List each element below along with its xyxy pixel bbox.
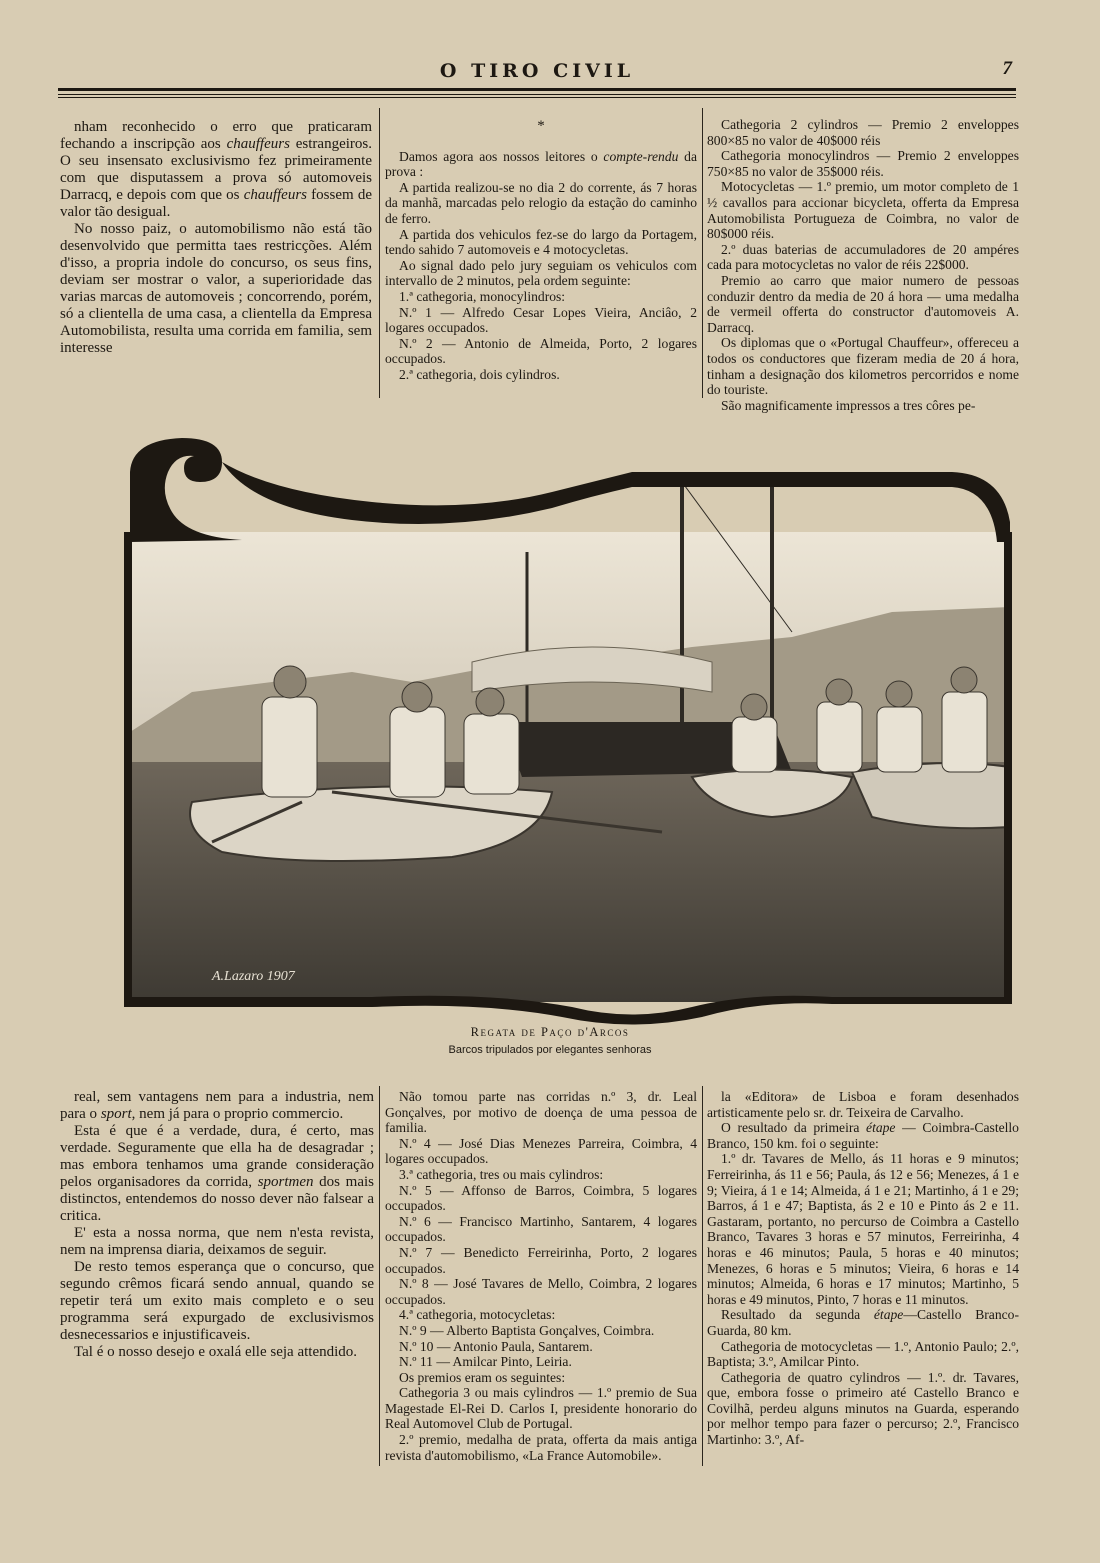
top-left-column	[60, 119, 372, 401]
header-rule-thin-2	[58, 97, 1016, 98]
top-right-column	[707, 117, 1019, 413]
paragraph: 1.º dr. Tavares de Mello, ás 11 horas e 9 minutos; Ferreirinha, ás 11 e 56; Paula, ás 12 e 56; Menezes, á 1 e 9; Vieira, á 1 e 14; Almeida, á 1 e 21; Martinho, á 1 e 29; Barros, á 1 e 47; Baptista, ás 2 e 10 e Pinto ás 2 e 11. Gastaram, portanto, no percurso de Coimbra a Castello Branco, Tavares 3 horas e 57 minutos, Ferreirinha, 4 horas e 46 minutos; Paula, 5 horas e 40 minutos; Menezes, 6 horas e 5 minutos; Vieira, 6 horas e 14 minutos; Almeida, 6 horas e 17 minutos; Martinho, 5 horas e 49 minutos, Pinto, 7 horas e 11 minutos.	[707, 1151, 1019, 1307]
regatta-photo	[72, 432, 1027, 1027]
header-rule-thin	[58, 94, 1016, 95]
masthead-title: O TIRO CIVIL	[439, 60, 635, 82]
top-middle-column	[385, 119, 697, 401]
section-separator: *	[537, 118, 545, 134]
paragraph: Os diplomas que o «Portugal Chauffeur», offereceu a todos os conductores que fizeram media de 20 á hora, tinham a designação dos kilometros percorridos e nome do touriste.	[707, 335, 1019, 398]
column-divider	[379, 108, 380, 398]
paragraph: N.º 5 — Affonso de Barros, Coimbra, 5 logares occupados.	[385, 1182, 697, 1214]
column-divider	[702, 108, 703, 398]
paragraph: 4.ª cathegoria, motocycletas:	[399, 1307, 556, 1323]
paragraph: Cathegoria de quatro cylindros — 1.º. dr. Tavares, que, embora fosse o primeiro até Castello Branco e Covilhã, perdeu alguns minutos na Guarda, esperando por melhor tempo para fazer o percurso; 2.º, Francisco Martinho: 3.º, Af-	[707, 1369, 1019, 1448]
bottom-right-column	[707, 1089, 1019, 1469]
photo-caption-title: Regata de Paço d'Arcos	[470, 1025, 630, 1039]
photo-caption-subtitle: Barcos tripulados por elegantes senhoras	[448, 1044, 652, 1056]
paragraph: Os premios eram os seguintes:	[399, 1369, 566, 1385]
paragraph: Esta é que é a verdade, dura, é certo, mas verdade. Seguramente que ella ha de desagradar ; mas embora tenhamos uma grande consideração pelos organisadores da corrida, sportmen dos mais distinctos, entendemos do nosso dever não falsear a critica.	[60, 1123, 375, 1224]
bottom-middle-column	[385, 1089, 697, 1469]
paragraph: N.º 8 — José Tavares de Mello, Coimbra, 2 logares occupados.	[385, 1276, 697, 1307]
paragraph: N.º 7 — Benedicto Ferreirinha, Porto, 2 logares occupados.	[385, 1244, 697, 1276]
paragraph: De resto temos esperança que o concurso, que segundo crêmos ficará sendo annual, quando se repetir terá um exito mais completo e o seu programma será expurgado de exclusivismos desnecessarios e injustificaveis.	[60, 1259, 374, 1343]
paragraph: A partida realizou-se no dia 2 do corrente, ás 7 horas da manhã, marcadas pelo relogio da estação do caminho de ferro.	[385, 179, 697, 226]
page-header	[58, 58, 1016, 102]
paragraph: Cathegoria 2 cylindros — Premio 2 enveloppes 800×85 no valor de 40$000 réis	[707, 117, 1019, 148]
paragraph: la «Editora» de Lisboa e foram desenhados artisticamente pelo sr. dr. Teixeira de Carvalho.	[707, 1089, 1019, 1120]
paragraph: N.º 11 — Amilcar Pinto, Leiria.	[399, 1354, 572, 1370]
paragraph: No nosso paiz, o automobilismo não está tão desenvolvido que permitta taes restricções. Além d'isso, a propria indole do concurso, os seus fins, deviam ser mostrar o valor, a superioridade das varias marcas de automoveis ; concorrendo, porém, só a clientella de uma casa, a clientella da Empresa Automobilista, resulta uma corrida em familia, sem interesse	[60, 221, 372, 356]
paragraph: N.º 10 — Antonio Paula, Santarem.	[399, 1338, 593, 1354]
bottom-left-column	[60, 1089, 374, 1469]
top-middle-paragraphs	[385, 149, 697, 383]
paragraph: 1.ª cathegoria, monocylindros:	[399, 288, 566, 304]
paragraph: A partida dos vehiculos fez-se do largo da Portagem, tendo sahido 7 automoveis e 4 motocycletas.	[385, 226, 697, 258]
paragraph: nham reconhecido o erro que praticaram fechando a inscripção aos chauffeurs estrangeiros. O seu insensato exclusivismo fez primeiramente com que disputassem a prova só automoveis Darracq, e depois com que os chauffeurs fossem de valor tão desigual.	[60, 119, 373, 220]
paragraph: Tal é o nosso desejo e oxalá elle seja attendido.	[74, 1344, 358, 1360]
paragraph: 2.º premio, medalha de prata, offerta da mais antiga revista d'automobilismo, «La France Automobile».	[385, 1432, 697, 1463]
paragraph: Resultado da segunda étape—Castello Branco-Guarda, 80 km.	[707, 1307, 1019, 1338]
paragraph: N.º 6 — Francisco Martinho, Santarem, 4 logares occupados.	[385, 1213, 697, 1245]
paragraph: Motocycletas — 1.º premio, um motor completo de 1 ½ cavallos para accionar bicycleta, offerta da Empresa Automobilista Portugueza de Coimbra, no valor de 80$000 réis.	[707, 179, 1019, 242]
paragraph: real, sem vantagens nem para a industria, nem para o sport, nem já para o proprio commercio.	[60, 1089, 374, 1122]
header-rule-thick	[58, 88, 1016, 91]
paragraph: São magnificamente impressos a tres côres pe-	[721, 397, 976, 413]
paragraph: Premio ao carro que maior numero de pessoas conduzir dentro da media de 20 á hora — uma medalha de vermeil offerta do constructor d'automoveis A. Darracq.	[707, 272, 1019, 335]
artist-signature: A.Lazaro 1907	[212, 969, 295, 984]
paragraph: E' esta a nossa norma, que nem n'esta revista, nem na imprensa diaria, deixamos de seguir.	[60, 1225, 374, 1258]
paragraph: Não tomou parte nas corridas n.º 3, dr. Leal Gonçalves, por motivo de doença de uma pessoa de familia.	[385, 1089, 697, 1136]
paragraph: 3.ª cathegoria, tres ou mais cylindros:	[399, 1166, 604, 1182]
paragraph: N.º 2 — Antonio de Almeida, Porto, 2 logares occupados.	[385, 335, 697, 367]
column-divider	[379, 1086, 380, 1466]
paragraph: Cathegoria de motocycletas — 1.º, Antonio Paulo; 2.º, Baptista; 3.º, Amilcar Pinto.	[707, 1338, 1019, 1370]
paragraph: Cathegoria 3 ou mais cylindros — 1.º premio de Sua Magestade El-Rei D. Carlos I, presidente honorario do Real Automovel Club de Portugal.	[385, 1385, 697, 1432]
paragraph: Damos agora aos nossos leitores o compte-rendu da prova :	[385, 148, 698, 180]
rowing-boat-right-2	[852, 763, 1010, 828]
paragraph: N.º 4 — José Dias Menezes Parreira, Coimbra, 4 logares occupados.	[385, 1135, 697, 1167]
page-number: 7	[1002, 58, 1012, 79]
paragraph: 2.º duas baterias de accumuladores de 20 ampéres cada para motocycletas no valor de réis 22$000.	[707, 241, 1019, 273]
paragraph: N.º 1 — Alfredo Cesar Lopes Vieira, Anciâo, 2 logares occupados.	[385, 304, 697, 336]
column-divider	[702, 1086, 703, 1466]
paragraph: N.º 9 — Alberto Baptista Gonçalves, Coimbra.	[399, 1322, 655, 1338]
paragraph: O resultado da primeira étape — Coimbra-Castello Branco, 150 km. foi o seguinte:	[707, 1120, 1019, 1151]
paragraph: Ao signal dado pelo jury seguiam os vehiculos com intervallo de 2 minutos, pela ordem seguinte:	[385, 257, 697, 289]
paragraph: Cathegoria monocylindros — Premio 2 enveloppes 750×85 no valor de 35$000 réis.	[707, 148, 1019, 179]
paragraph: 2.ª cathegoria, dois cylindros.	[399, 366, 560, 382]
